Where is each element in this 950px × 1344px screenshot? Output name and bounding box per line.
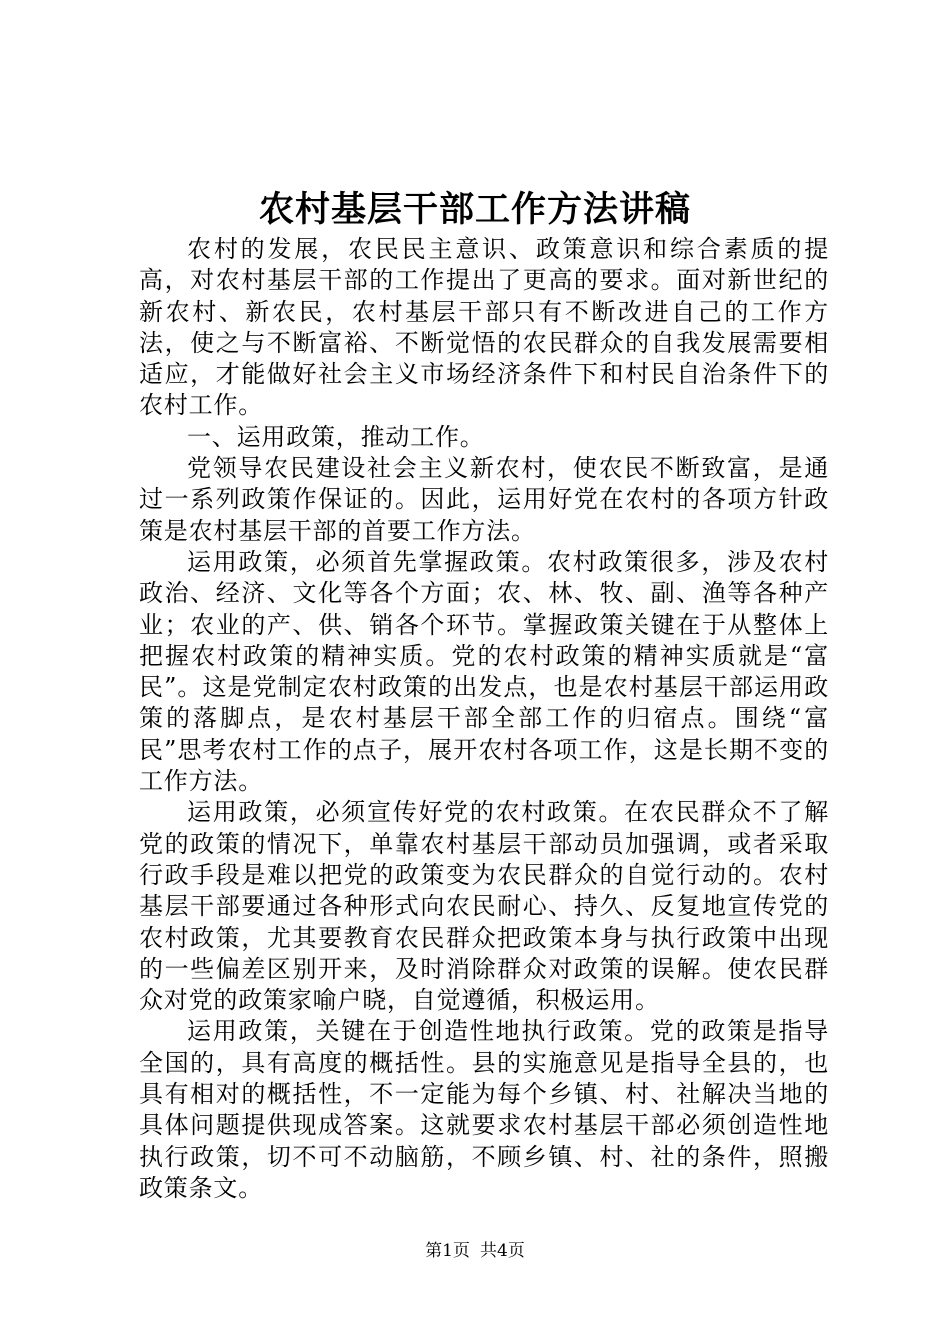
paragraph: 运用政策，必须首先掌握政策。农村政策很多，涉及农村政治、经济、文化等各个方面；农、林、牧、副、渔等各种产业；农业的产、供、销各个环节。掌握政策关键在于从整体上把握农村政策的精神实质。党的农村政策的精神实质就是“富民”。这是党制定农村政策的出发点，也是农村基层干部运用政策的落脚点，是农村基层干部全部工作的归宿点。围绕“富民”思考农村工作的点子，展开农村各项工作，这是长期不变的工作方法。 [139, 547, 829, 796]
page-footer [0, 1240, 950, 1262]
page-number-current: 第1页 [425, 1241, 470, 1261]
document-title: 农村基层干部工作方法讲稿 [258, 189, 691, 230]
paragraph: 运用政策，必须宣传好党的农村政策。在农民群众不了解党的政策的情况下，单靠农村基层干部动员加强调，或者采取行政手段是难以把党的政策变为农民群众的自觉行动的。农村基层干部要通过各种形式向农民耐心、持久、反复地宣传党的农村政策，尤其要教育农民群众把政策本身与执行政策中出现的一些偏差区别开来，及时消除群众对政策的误解。使农民群众对党的政策家喻户晓，自觉遵循，积极运用。 [139, 798, 829, 1015]
document-body [139, 234, 829, 1204]
paragraph: 运用政策，关键在于创造性地执行政策。党的政策是指导全国的，具有高度的概括性。县的实施意见是指导全县的，也具有相对的概括性，不一定能为每个乡镇、村、社解决当地的具体问题提供现成答案。这就要求农村基层干部必须创造性地执行政策，切不可不动脑筋，不顾乡镇、村、社的条件，照搬政策条文。 [139, 1017, 829, 1202]
paragraph: 党领导农民建设社会主义新农村，使农民不断致富，是通过一系列政策作保证的。因此，运用好党在农村的各项方针政策是农村基层干部的首要工作方法。 [139, 454, 829, 545]
section-heading: 一、运用政策，推动工作。 [187, 422, 485, 451]
page-number-total: 共4页 [480, 1241, 525, 1261]
paragraph-intro: 农村的发展，农民民主意识、政策意识和综合素质的提高，对农村基层干部的工作提出了更高的要求。面对新世纪的新农村、新农民，农村基层干部只有不断改进自己的工作方法，使之与不断富裕、不断觉悟的农民群众的自我发展需要相适应，才能做好社会主义市场经济条件下和村民自治条件下的农村工作。 [139, 235, 829, 420]
